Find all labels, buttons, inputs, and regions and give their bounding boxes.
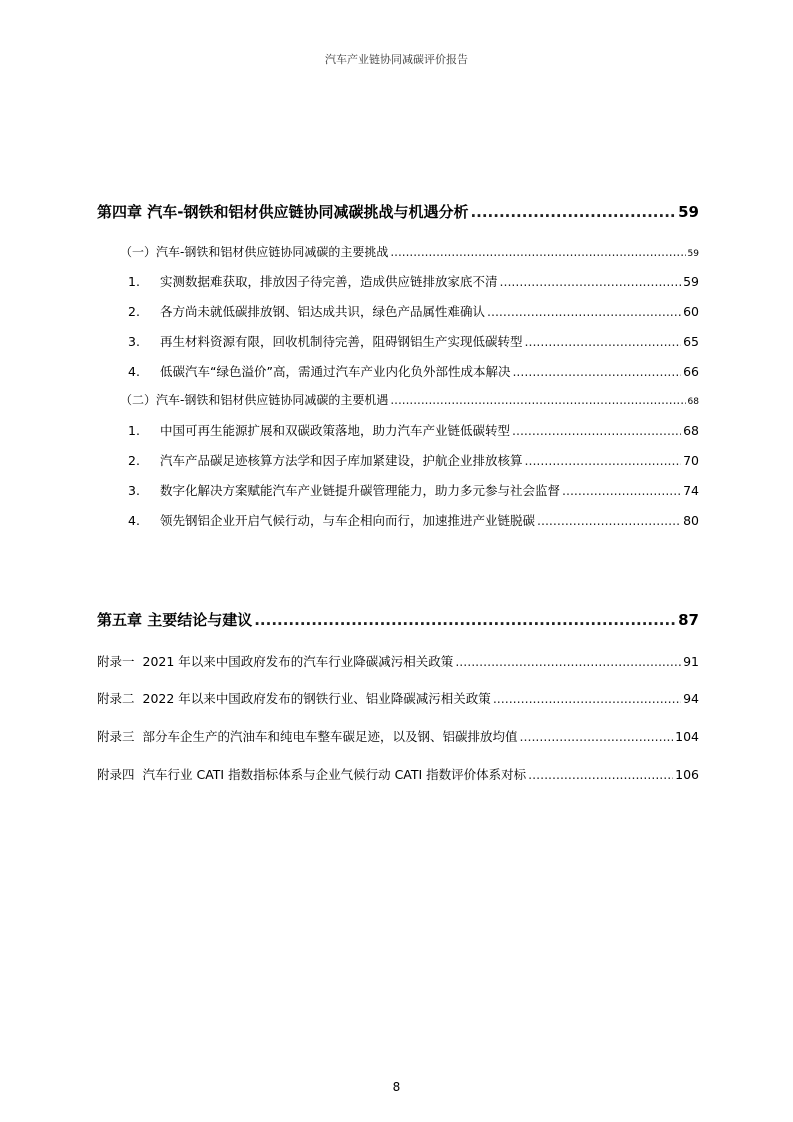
- toc-page-number: 60: [683, 304, 699, 319]
- toc-leader: [512, 423, 681, 438]
- toc-page-number: 94: [683, 691, 699, 706]
- toc-page-number: 70: [683, 453, 699, 468]
- toc-leader: [254, 611, 676, 629]
- toc-appendix-title: 部分车企生产的汽油车和纯电车整车碳足迹，以及钢、铝碳排放均值: [142, 729, 518, 744]
- toc-page-number: 80: [683, 513, 699, 528]
- toc-leader: [537, 513, 681, 528]
- toc-leader: [512, 364, 681, 379]
- toc-page-number: 59: [678, 203, 699, 221]
- toc-page-number: 68: [687, 397, 699, 407]
- toc-section-title: （一）汽车-钢铁和铝材供应链协同减碳的主要挑战: [120, 245, 389, 259]
- toc-leader: [493, 691, 681, 706]
- toc-appendix-2[interactable]: [97, 689, 699, 707]
- page-header: 汽车产业链协同减碳评价报告: [325, 53, 468, 66]
- toc-page-number: 66: [683, 364, 699, 379]
- toc-item[interactable]: [128, 362, 699, 380]
- toc-item[interactable]: [128, 421, 699, 439]
- toc-leader: [528, 767, 673, 782]
- toc-item-title: 数字化解决方案赋能汽车产业链提升碳管理能力，助力多元参与社会监督: [160, 483, 561, 498]
- toc-item[interactable]: [128, 481, 699, 499]
- toc-item[interactable]: [128, 302, 699, 320]
- toc-page-number: 91: [683, 654, 699, 669]
- toc-chapter-5[interactable]: [97, 609, 699, 630]
- toc-page-number: 59: [683, 274, 699, 289]
- toc-chapter-title: 第五章 主要结论与建议: [97, 611, 253, 629]
- toc-appendix-title: 2022 年以来中国政府发布的钢铁行业、铝业降碳减污相关政策: [142, 691, 491, 706]
- toc-leader: [500, 274, 682, 289]
- toc-chapter-4[interactable]: [97, 201, 699, 222]
- toc-item-title: 各方尚未就低碳排放钢、铝达成共识，绿色产品属性难确认: [160, 304, 486, 319]
- toc-leader: [525, 334, 682, 349]
- toc-appendix-1[interactable]: [97, 652, 699, 670]
- toc-page-number: 87: [678, 611, 699, 629]
- toc-leader: [525, 453, 682, 468]
- toc-leader: [390, 393, 685, 407]
- toc-page-number: 104: [675, 729, 699, 744]
- toc-section-challenges[interactable]: [120, 243, 699, 260]
- toc-item[interactable]: [128, 451, 699, 469]
- toc-item-number: 4.: [128, 364, 140, 379]
- toc-section-title: （二）汽车-钢铁和铝材供应链协同减碳的主要机遇: [120, 393, 389, 407]
- toc-item-title: 领先钢铝企业开启气候行动，与车企相向而行，加速推进产业链脱碳: [160, 513, 536, 528]
- toc-appendix-4[interactable]: [97, 765, 699, 783]
- toc-page-number: 74: [683, 483, 699, 498]
- toc-page-number: 59: [687, 249, 699, 259]
- toc-item-title: 汽车产品碳足迹核算方法学和因子库加紧建设，护航企业排放核算: [160, 453, 523, 468]
- toc-leader: [390, 245, 685, 259]
- toc-item-number: 3.: [128, 334, 140, 349]
- toc-leader: [455, 654, 681, 669]
- toc-item[interactable]: [128, 511, 699, 529]
- toc-item-number: 2.: [128, 304, 140, 319]
- toc-page-number: 106: [675, 767, 699, 782]
- toc-item-number: 1.: [128, 274, 140, 289]
- toc-leader: [470, 203, 676, 221]
- toc-item-title: 实测数据难获取，排放因子待完善，造成供应链排放家底不清: [160, 274, 498, 289]
- toc-item[interactable]: [128, 272, 699, 290]
- toc-appendix-label: 附录一: [97, 654, 135, 669]
- toc-appendix-title: 汽车行业 CATI 指数指标体系与企业气候行动 CATI 指数评价体系对标: [142, 767, 527, 782]
- toc-appendix-label: 附录四: [97, 767, 135, 782]
- toc-appendix-title: 2021 年以来中国政府发布的汽车行业降碳减污相关政策: [142, 654, 454, 669]
- toc-item-title: 再生材料资源有限，回收机制待完善，阻碍钢铝生产实现低碳转型: [160, 334, 523, 349]
- toc-leader: [487, 304, 681, 319]
- toc-page-number: 68: [683, 423, 699, 438]
- toc-item-number: 2.: [128, 453, 140, 468]
- toc-section-opportunities[interactable]: [120, 391, 699, 408]
- toc-leader: [520, 729, 674, 744]
- toc-appendix-label: 附录二: [97, 691, 135, 706]
- toc-page-number: 65: [683, 334, 699, 349]
- toc-item[interactable]: [128, 332, 699, 350]
- toc-item-number: 4.: [128, 513, 140, 528]
- toc-item-title: 中国可再生能源扩展和双碳政策落地，助力汽车产业链低碳转型: [160, 423, 511, 438]
- toc-item-title: 低碳汽车“绿色溢价”高，需通过汽车产业内化负外部性成本解决: [160, 364, 511, 379]
- toc-appendix-label: 附录三: [97, 729, 135, 744]
- toc-leader: [562, 483, 681, 498]
- toc-appendix-3[interactable]: [97, 727, 699, 745]
- toc-chapter-title: 第四章 汽车-钢铁和铝材供应链协同减碳挑战与机遇分析: [97, 203, 469, 221]
- page-number: 8: [392, 1080, 401, 1094]
- toc-item-number: 1.: [128, 423, 140, 438]
- toc-item-number: 3.: [128, 483, 140, 498]
